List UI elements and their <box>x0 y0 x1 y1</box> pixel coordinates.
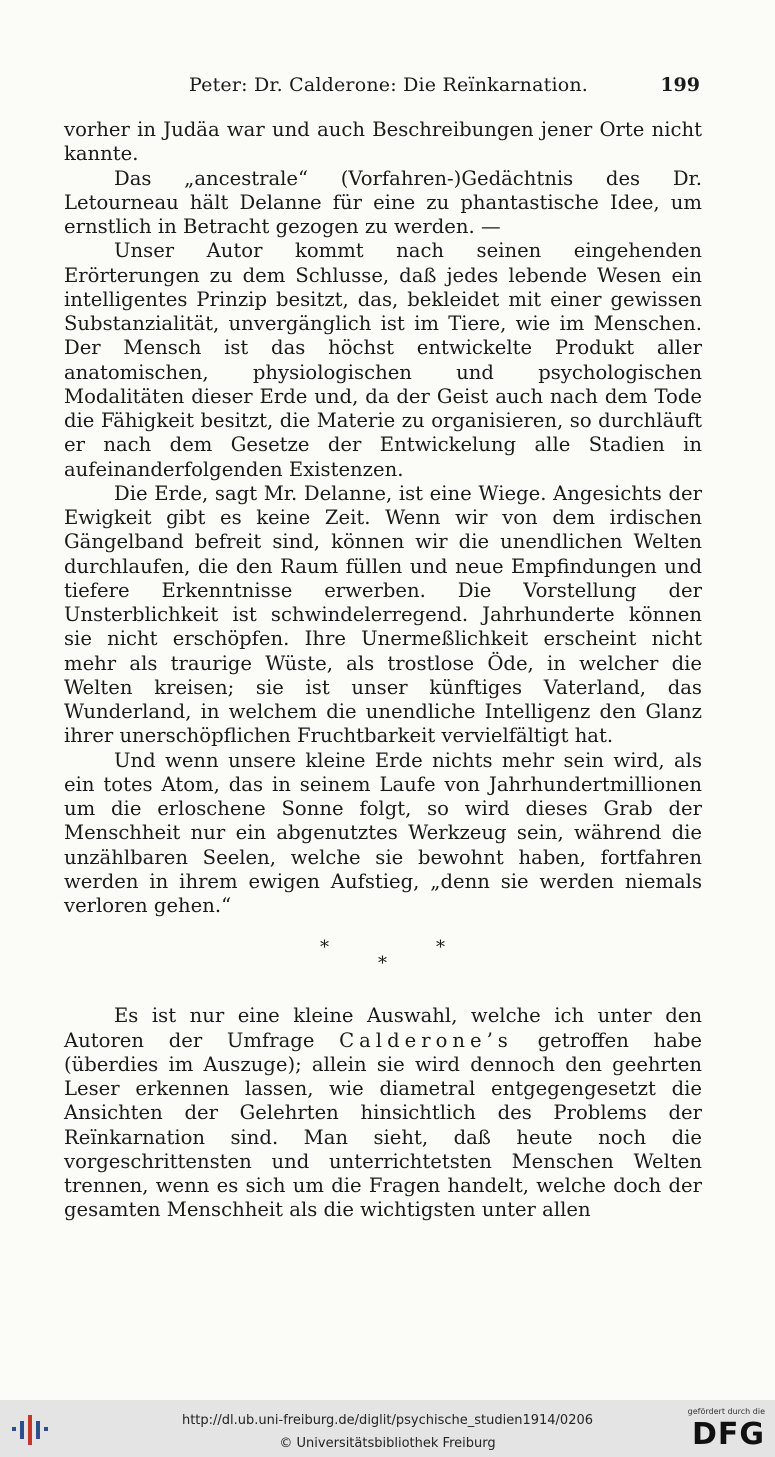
final-paragraph-rest: getroffen habe (überdies im Auszuge); allein sie wird dennoch den geehrten Leser erkennen lassen, wie diametral entgegengesetzt die Ansichten der Gelehrten hinsichtlich des Problems der Reïnkarnation sind. Man sieht, daß heute noch die vorgeschrittensten und unterrichtetsten Menschen Welten trennen, wenn es sich um die Fragen handelt, welche doch der gesamten Menschheit als die wichtigsten unter allen <box>64 1028 702 1222</box>
source-url-link[interactable]: http://dl.ub.uni-freiburg.de/diglit/psychische_studien1914/0206 <box>181 1413 594 1428</box>
paragraph-continuation: vorher in Judäa war und auch Beschreibungen jener Orte nicht kannte. <box>64 118 702 166</box>
section-separator <box>64 918 702 990</box>
separator-star: * <box>320 937 329 959</box>
page-number: 199 <box>660 74 700 96</box>
dfg-logo: DFG <box>691 1417 765 1452</box>
paragraph: Und wenn unsere kleine Erde nichts mehr sein wird, als ein totes Atom, das in seinem Laufe von Jahrhundertmillionen um die erloschene Sonne folgt, so wird dieses Grab der Menschheit nur ein abgenutztes Werkzeug sein, während die unzählbaren Seelen, welche sie bewohnt haben, fortfahren werden in ihrem ewigen Aufstieg, „denn sie werden niemals verloren gehen.“ <box>64 748 702 917</box>
running-header <box>62 74 702 102</box>
paragraph: Unser Autor kommt nach seinen eingehenden Erörterungen zu dem Schlusse, daß jedes lebende Wesen ein intelligentes Prinzip besitzt, das, bekleidet mit einer gewissen Substanzialität, unvergänglich ist im Tiere, wie im Menschen. Der Mensch ist das höchst entwickelte Produkt aller anatomischen, physiologischen und psychologischen Modalitäten dieser Erde und, da der Geist auch nach dem Tode die Fähigkeit besitzt, die Materie zu organisieren, so durchläuft er nach dem Gesetze der Entwickelung alle Stadien in aufeinanderfolgenden Existenzen. <box>64 239 702 481</box>
final-paragraph-start: Es ist nur eine kleine Auswahl, welche ich unter den Autoren der Umfrage <box>64 1004 702 1052</box>
funder-note: gefördert durch die <box>687 1407 765 1416</box>
body-text <box>64 118 702 1223</box>
separator-star: * <box>378 953 387 975</box>
copyright-notice: © Universitätsbibliothek Freiburg <box>279 1436 496 1451</box>
paragraph: Die Erde, sagt Mr. Delanne, ist eine Wiege. Angesichts der Ewigkeit gibt es keine Zeit. Wenn wir von dem irdischen Gängelband befreit sind, können wir die unendlichen Welten durchlaufen, die den Raum füllen und neue Empfindungen und tiefere Erkenntnisse erwerben. Die Vorstellung der Unsterblichkeit ist schwindelerregend. Jahrhunderte können sie nicht erschöpfen. Ihre Unermeßlichkeit erscheint nicht mehr als traurige Wüste, als trostlose Öde, in welcher die Welten kreisen; sie ist unser künftiges Vaterland, das Wunderland, in welchem die unendliche Intelligenz den Glanz ihrer unerschöpflichen Fruchtbarkeit vervielfältigt hat. <box>64 481 702 748</box>
separator-star: * <box>436 937 445 959</box>
running-title: Peter: Dr. Calderone: Die Reïnkarnation. <box>189 74 589 96</box>
paragraph: Das „ancestrale“ (Vorfahren-)Gedächtnis des Dr. Letourneau hält Delanne für eine zu phantastische Idee, um ernstlich in Betracht gezogen zu werden. — <box>64 166 702 238</box>
spaced-author-name: Calderone’s <box>339 1028 513 1052</box>
digitization-footer <box>0 1400 775 1457</box>
final-paragraph <box>64 1004 702 1222</box>
